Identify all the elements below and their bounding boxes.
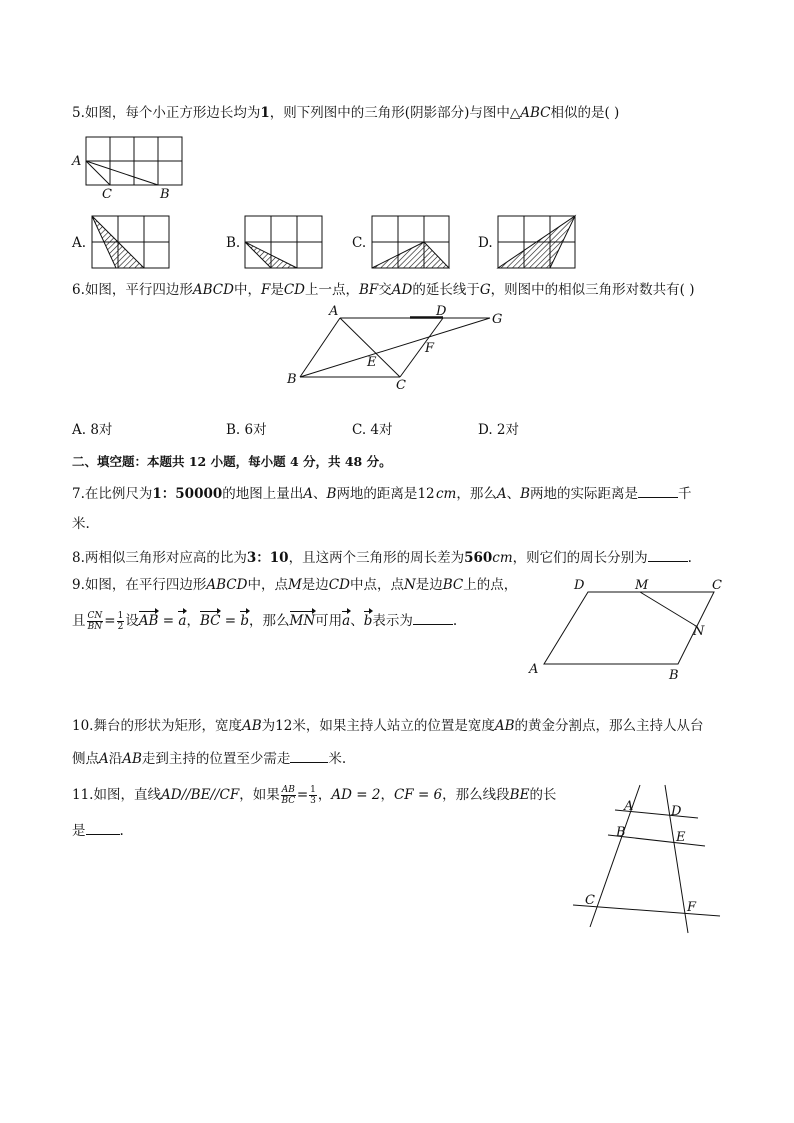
q9-vector-a: a (178, 610, 186, 632)
q5-option-d-figure[interactable] (497, 215, 577, 271)
q10-line2-a: 侧点 (72, 751, 99, 767)
q9-label-a: A (529, 662, 539, 677)
q5-option-d-label[interactable]: D. (478, 235, 493, 251)
q6-text-d: 上一点， (305, 282, 359, 298)
q5-text-a: 如图，每个小正方形边长均为 (84, 105, 261, 121)
q5-option-a-label[interactable]: A. (72, 235, 87, 251)
q9-vector-mn: MN (290, 610, 316, 632)
q9-answer-blank[interactable] (413, 610, 453, 625)
q6-label-g: G (492, 312, 503, 327)
q9-label-d: D (574, 578, 585, 593)
q8-text-b: ，且这两个三角形的周长差为 (288, 550, 465, 566)
q9-text-g: ，那么 (249, 613, 290, 629)
q9-text-e: 是边 (415, 577, 443, 593)
q6-option-b[interactable]: B. 6对 (226, 422, 267, 438)
q9-text-b: 中，点 (247, 577, 288, 593)
q10-ab: AB (241, 718, 262, 734)
q7-b: B (326, 486, 337, 502)
q9-label-c: C (712, 578, 722, 593)
q11-fraction-third (309, 785, 317, 806)
q10-len: 12 (275, 718, 293, 734)
q6-text-g: ，则图中的相似三角形对数共有( ) (490, 282, 695, 298)
q7-answer-blank[interactable] (638, 483, 678, 498)
q6-text-a: 如图，平行四边形 (84, 282, 193, 298)
q5-option-c-label[interactable]: C. (352, 235, 367, 251)
q7-text-e: 两地的实际距离是 (530, 486, 639, 502)
q11-label-d: D (671, 804, 682, 819)
q9-m: M (287, 577, 302, 593)
q11-text-e: 的长 (529, 787, 557, 803)
q6-text-e: 交 (378, 282, 392, 298)
q7-unit: cm (435, 486, 457, 502)
q6-number: 6. (72, 282, 85, 298)
q9-line2-a: 且 (72, 613, 86, 629)
q5-text-c: 相似的是( ) (550, 105, 620, 121)
q9-frac-den: BN (87, 622, 103, 632)
q11-answer-blank[interactable] (86, 820, 120, 835)
q6-stem (72, 281, 695, 299)
q7-stem (72, 483, 692, 503)
q8-answer-blank[interactable] (648, 547, 688, 562)
q9-label-n: N (693, 624, 705, 639)
q6-option-d[interactable]: D. 2对 (478, 422, 520, 438)
q11-line2 (72, 820, 124, 840)
q10-number: 10. (72, 718, 94, 734)
q10-answer-blank[interactable] (290, 748, 328, 763)
q11-frac-den: BC (281, 796, 296, 806)
q10-a: A (99, 751, 109, 767)
q10-tail: 米. (328, 751, 347, 767)
q7-text-d: ，那么 (456, 486, 497, 502)
q6-f: F (260, 282, 271, 298)
q9-bc: BC (442, 577, 464, 593)
q9-abcd: ABCD (206, 577, 248, 593)
q6-bf: BF (359, 282, 379, 298)
q9-half-num: 1 (117, 611, 124, 621)
q9-vector-a2: a (342, 610, 350, 632)
q9-n: N (403, 577, 416, 593)
q7-text-b: 的地图上量出 (222, 486, 304, 502)
q9-frac-num: CN (87, 611, 103, 621)
q9-label-b: B (669, 668, 679, 683)
q9-fraction-cn-bn (87, 611, 104, 632)
q9-tail: . (452, 613, 458, 629)
q11-text-b: ，如果 (239, 787, 280, 803)
q9-text-f: 上的点， (463, 577, 518, 593)
q10-line2 (72, 748, 346, 768)
q5-label-b: B (160, 187, 170, 202)
q5-option-b-figure[interactable] (244, 215, 324, 271)
q6-cd: CD (283, 282, 305, 298)
q7-text-c: 两地的距离是 (336, 486, 418, 502)
q10-text-c: 米，如果主持人站立的位置是宽度 (292, 718, 495, 734)
q5-stem (72, 104, 619, 122)
q11-label-b: B (616, 825, 626, 840)
q5-option-b-label[interactable]: B. (226, 235, 241, 251)
q11-text-c2: ， (380, 787, 394, 803)
q11-fraction-ab-bc (281, 785, 296, 806)
q7-sep2: 、 (506, 486, 521, 502)
q6-label-e: E (367, 355, 377, 370)
q9-vector-b2: b (364, 610, 373, 632)
q7-scale: 1：50000 (152, 486, 223, 502)
q6-text-f: 的延长线于 (412, 282, 480, 298)
q10-text-b: 为 (261, 718, 276, 734)
section-title: 二、填空题：本题共 12 小题，每小题 4 分，共 48 分。 (72, 454, 392, 469)
q11-label-f: F (687, 900, 697, 915)
q10-ab2: AB (494, 718, 515, 734)
q6-label-b: B (287, 372, 297, 387)
q9-line2 (72, 610, 457, 632)
q11-label-a: A (624, 799, 634, 814)
q11-label-e: E (676, 830, 686, 845)
q9-text-d: 中点，点 (349, 577, 404, 593)
q9-cd: CD (328, 577, 350, 593)
q11-cf-eq: CF = 6 (393, 787, 443, 803)
q11-tail: . (119, 823, 124, 839)
q7-b2: B (520, 486, 531, 502)
q9-set: 设 (125, 613, 139, 629)
q11-eq: = (296, 787, 309, 803)
q11-text-d: ，那么线段 (442, 787, 510, 803)
q5-abc: ABC (520, 105, 551, 121)
q7-tail: 千 (678, 486, 692, 502)
q10-text-d: 的黄金分割点，那么主持人从台 (514, 718, 704, 734)
q9-eq: = (104, 613, 116, 629)
q6-label-d: D (436, 304, 447, 319)
q8-number: 8. (72, 550, 85, 566)
q11-lines: AD//BE//CF (160, 787, 240, 803)
q5-number: 5. (72, 105, 85, 121)
q11-label-c: C (585, 893, 595, 908)
q7-dist: 12 (417, 486, 435, 502)
q5-label-a: A (72, 154, 82, 169)
q11-stem (72, 784, 556, 806)
q9-figure (526, 573, 726, 683)
q6-text-b: 中， (233, 282, 261, 298)
q11-third-num: 1 (310, 785, 316, 795)
q5-option-c-figure[interactable] (371, 215, 451, 271)
q9-text-h: 可用 (315, 613, 343, 629)
q6-ad: AD (391, 282, 413, 298)
q6-figure (285, 300, 515, 395)
q11-text-c: ， (317, 787, 332, 803)
q9-label-m: M (635, 578, 649, 593)
q9-half-den: 2 (117, 622, 124, 632)
q10-line2-b: 沿 (108, 751, 123, 767)
q9-vector-bc: BC (200, 610, 221, 632)
q8-unit: cm (492, 550, 513, 566)
q9-eq2: = (162, 613, 175, 629)
q9-vector-ab: AB (139, 610, 159, 632)
q11-ad-eq: AD = 2 (331, 787, 381, 803)
q9-stem (72, 576, 517, 594)
q7-text-a: 在比例尺为 (84, 486, 153, 502)
q10-ab3: AB (122, 751, 142, 767)
q8-ratio: 3：10 (246, 550, 289, 566)
q9-text-i: 、 (350, 613, 364, 629)
q8-diff: 560 (464, 550, 493, 566)
q5-text-b: ，则下列图中的三角形(阴影部分)与图中 (269, 105, 510, 121)
q10-stem (72, 717, 704, 735)
q7-line2: 米. (72, 516, 90, 532)
q9-fraction-half (117, 611, 125, 632)
q9-text-j: 表示为 (372, 613, 413, 629)
q6-option-c[interactable]: C. 4对 (352, 422, 393, 438)
q7-a2: A (496, 486, 507, 502)
q6-label-c: C (396, 378, 406, 393)
q9-text-a: 如图，在平行四边形 (84, 577, 207, 593)
q6-label-a: A (329, 304, 339, 319)
q11-third-den: 3 (310, 796, 316, 806)
q5-reference-figure (70, 134, 190, 204)
q7-sep: 、 (313, 486, 327, 502)
q5-label-c: C (102, 187, 112, 202)
q6-g: G (479, 282, 491, 298)
q6-text-c: 是 (270, 282, 284, 298)
q6-label-f: F (425, 341, 435, 356)
q5-triangle-symbol: △ (509, 105, 521, 121)
q11-be: BE (509, 787, 530, 803)
q9-eq3: = (224, 613, 237, 629)
q6-option-a[interactable]: A. 8对 (72, 422, 113, 438)
q11-frac-num: AB (281, 785, 295, 795)
q7-a: A (303, 486, 314, 502)
q8-text-c: ，则它们的周长分别为 (512, 550, 648, 566)
q9-text-c: 是边 (301, 577, 329, 593)
q11-number: 11. (72, 787, 94, 803)
q8-text-a: 两相似三角形对应高的比为 (84, 550, 247, 566)
q11-line2-text: 是 (72, 823, 86, 839)
q11-text-a: 如图，直线 (93, 787, 161, 803)
q8-stem (72, 547, 692, 567)
q6-abcd: ABCD (192, 282, 234, 298)
q9-comma: ， (186, 613, 200, 629)
q9-vector-b: b (240, 610, 249, 632)
q9-number: 9. (72, 577, 85, 593)
q5-option-a-figure[interactable] (91, 215, 171, 271)
q11-figure (570, 785, 730, 935)
q10-text-a: 舞台的形状为矩形，宽度 (93, 718, 242, 734)
q5-one: 1 (260, 105, 270, 121)
q8-tail: . (687, 550, 692, 566)
q10-line2-c: 走到主持的位置至少需走 (141, 751, 291, 767)
q7-number: 7. (72, 486, 85, 502)
